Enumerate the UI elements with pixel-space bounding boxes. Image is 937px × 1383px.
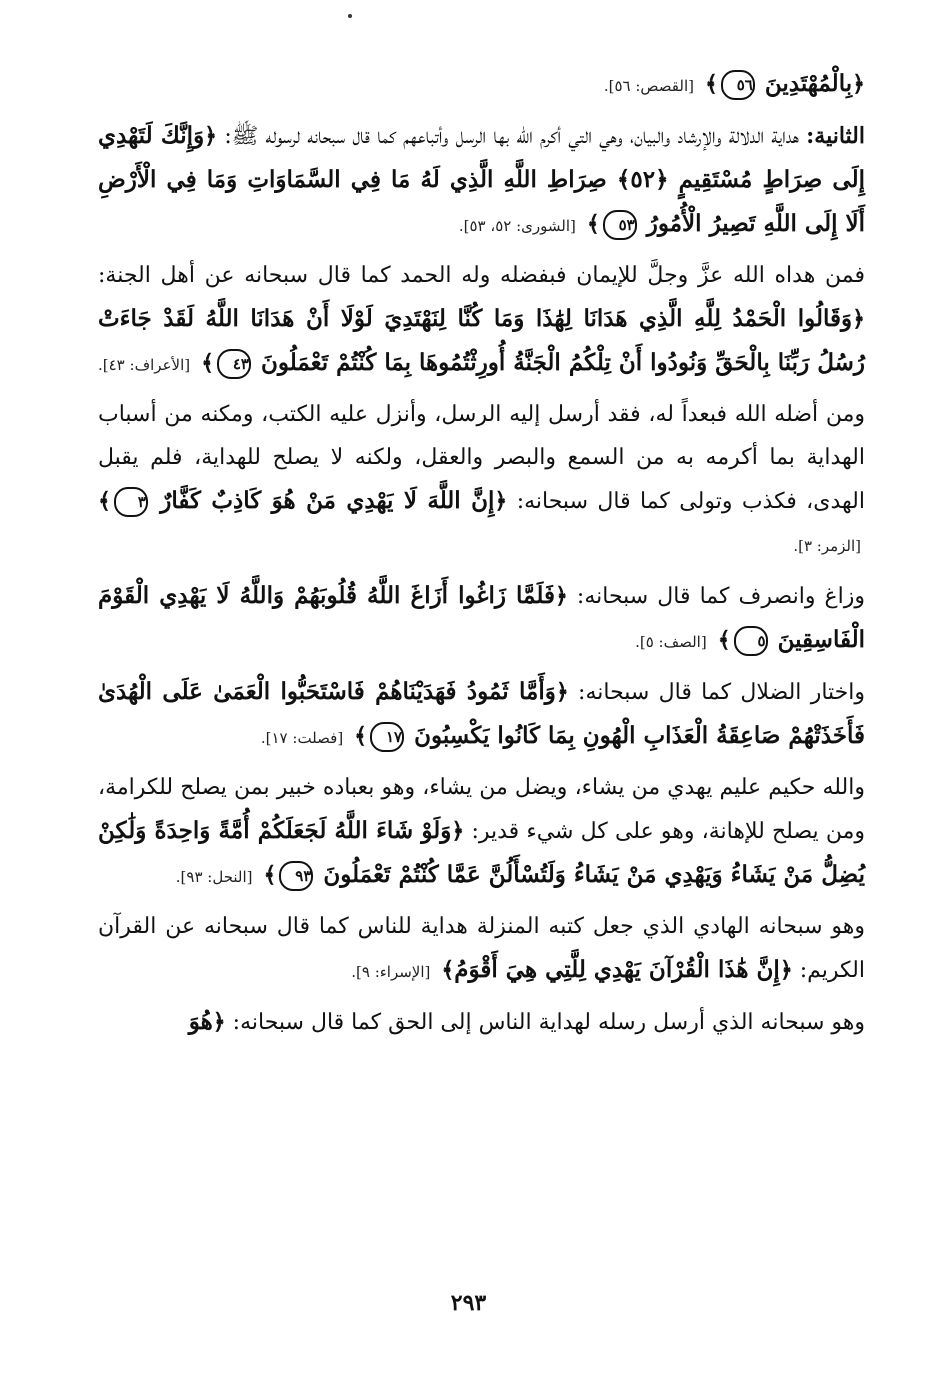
ayah-number-marker: ٥٦: [721, 70, 755, 100]
paragraph-7: [98, 766, 865, 899]
quran-verse: إِنَّ اللَّهَ لَا يَهْدِي مَنْ هُوَ كَاذِبٌ كَفَّارٌ: [160, 487, 495, 514]
quran-verse: وَإِنَّكَ لَتَهْدِي إِلَى صِرَاطٍ مُسْتَقِيمٍ ﴿٥٢﴾ صِرَاطِ اللَّهِ الَّذِي لَهُ مَا فِي السَّمَاوَاتِ وَمَا فِي الْأَرْضِ أَلَا إِلَى اللَّهِ تَصِيرُ الْأُمُورُ: [98, 122, 865, 237]
paragraph-text: ومن أضله الله فبعداً له، فقد أرسل إليه الرسل، وأنزل عليه الكتب، ومكنه من أسباب الهداية بما أكرمه به من السمع والبصر والعقل، ولكنه لا يصلح للهداية، فلم يقبل الهدى، فكذب وتولى كما قال سبحانه:: [98, 402, 865, 514]
quran-verse: بِالْمُهْتَدِينَ: [764, 70, 853, 97]
quran-verse: هُوَ: [188, 1008, 213, 1035]
quran-verse: وَأَمَّا ثَمُودُ فَهَدَيْنَاهُمْ فَاسْتَحَبُّوا الْعَمَىٰ عَلَى الْهُدَىٰ فَأَخَذَتْهُمْ صَاعِقَةُ الْعَذَابِ الْهُونِ بِمَا كَانُوا يَكْسِبُونَ: [98, 678, 865, 749]
paragraph-text: فمن هداه الله عزَّ وجلَّ للإيمان فبفضله وله الحمد كما قال سبحانه عن أهل الجنة:: [98, 263, 865, 288]
paragraph-text: واختار الضلال كما قال سبحانه:: [568, 680, 865, 705]
paragraph-8: [98, 905, 865, 994]
page-body: [98, 62, 865, 1050]
surah-reference: [الشورى: ٥٢، ٥٣].: [458, 217, 576, 235]
paragraph-1: [98, 62, 865, 108]
verse-close-bracket: ﴾: [586, 211, 600, 237]
paragraph-text: والله حكيم عليم يهدي من يشاء، ويضل من يشاء، وهو بعباده خبير بمن يصلح للكرامة، ومن يصلح للإهانة، وهو على كل شيء قدير:: [98, 775, 866, 844]
verse-close-bracket: ﴾: [354, 723, 368, 749]
ayah-number-marker: ٥٣: [603, 210, 637, 240]
verse-open-bracket: ﴿: [554, 583, 568, 609]
verse-open-bracket: ﴿: [451, 818, 465, 844]
ayah-number-marker: ١٧: [370, 722, 404, 752]
verse-open-bracket: ﴿: [494, 488, 508, 514]
surah-reference: [الزمر: ٣].: [793, 537, 861, 555]
paragraph-text: وهو سبحانه الهادي الذي جعل كتبه المنزلة هداية للناس كما قال سبحانه عن القرآن الكريم:: [98, 914, 865, 983]
verse-open-bracket: ﴿: [204, 123, 218, 149]
surah-reference: [النحل: ٩٣].: [175, 868, 253, 886]
paragraph-text: وهو سبحانه الذي أرسل رسله لهداية الناس إلى الحق كما قال سبحانه:: [225, 1010, 865, 1035]
scan-dot: [348, 14, 352, 18]
surah-reference: [فصلت: ١٧].: [260, 729, 344, 747]
verse-close-bracket: ﴾: [201, 350, 214, 376]
quran-verse: فَلَمَّا زَاغُوا أَزَاغَ اللَّهُ قُلُوبَهُمْ وَاللَّهُ لَا يَهْدِي الْقَوْمَ الْفَاسِقِينَ: [98, 582, 865, 653]
verse-open-bracket: ﴿: [555, 679, 569, 705]
paragraph-lead: الثانية:: [806, 123, 865, 149]
paragraph-6: [98, 670, 865, 760]
verse-close-bracket: ﴾: [704, 71, 718, 97]
paragraph-2: [98, 114, 865, 248]
paragraph-text: هداية الدلالة والإرشاد والبيان، وهي التي أكرم الله بها الرسل وأتباعهم كما قال سبحانه لرسوله ﷺ:: [217, 124, 807, 149]
page-number: ٢٩٣: [450, 1290, 487, 1316]
verse-close-bracket: ﴾: [263, 862, 277, 888]
verse-close-bracket: ﴾: [98, 488, 111, 514]
surah-reference: [القصص: ٥٦].: [603, 77, 694, 95]
verse-open-bracket: ﴿: [779, 957, 793, 983]
quran-verse: وَلَوْ شَاءَ اللَّهُ لَجَعَلَكُمْ أُمَّةً وَاحِدَةً وَلَٰكِنْ يُضِلُّ مَنْ يَشَاءُ وَيَهْدِي مَنْ يَشَاءُ وَلَتُسْأَلُنَّ عَمَّا كُنْتُمْ تَعْمَلُونَ: [98, 817, 865, 888]
quran-verse: وَقَالُوا الْحَمْدُ لِلَّهِ الَّذِي هَدَانَا لِهَٰذَا وَمَا كُنَّا لِنَهْتَدِيَ لَوْلَا أَنْ هَدَانَا اللَّهُ لَقَدْ جَاءَتْ رُسُلُ رَبِّنَا بِالْحَقِّ وَنُودُوا أَنْ تِلْكُمُ الْجَنَّةُ أُورِثْتُمُوهَا بِمَا كُنْتُمْ تَعْمَلُونَ: [98, 305, 865, 376]
paragraph-3: [98, 254, 865, 387]
paragraph-text: وزاغ وانصرف كما قال سبحانه:: [567, 584, 865, 609]
paragraph-4: [98, 393, 865, 568]
ayah-number-marker: ٩٣: [279, 861, 313, 891]
verse-open-bracket: ﴿: [852, 306, 865, 332]
quran-verse: إِنَّ هَٰذَا الْقُرْآنَ يَهْدِي لِلَّتِي هِيَ أَقْوَمُ: [454, 956, 780, 983]
paragraph-5: [98, 574, 865, 664]
ayah-number-marker: ٥: [734, 626, 768, 656]
surah-reference: [الصف: ٥].: [635, 633, 707, 651]
verse-open-bracket: ﴿: [212, 1009, 226, 1035]
verse-open-bracket: ﴿: [852, 71, 865, 97]
ayah-number-marker: ٣: [114, 487, 148, 517]
surah-reference: [الأعراف: ٤٣].: [98, 356, 191, 374]
verse-close-bracket: ﴾: [717, 627, 731, 653]
paragraph-9: [98, 1000, 865, 1044]
verse-close-bracket: ﴾: [441, 957, 455, 983]
ayah-number-marker: ٤٣: [217, 349, 251, 379]
surah-reference: [الإسراء: ٩].: [351, 963, 431, 981]
